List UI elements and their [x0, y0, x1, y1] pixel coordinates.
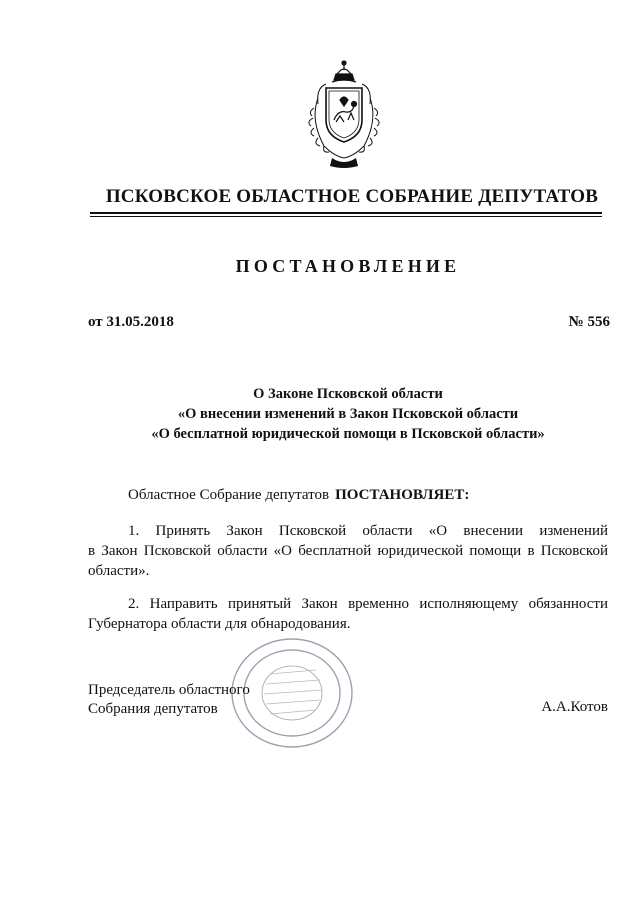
- title-line-3: «О бесплатной юридической помощи в Псковской области»: [151, 426, 545, 442]
- document-type: ПОСТАНОВЛЕНИЕ: [235, 256, 461, 276]
- header-rule-thick: [90, 212, 602, 214]
- intro-text: Областное Собрание депутатов: [128, 487, 330, 503]
- header-rule-thin: [90, 216, 602, 217]
- title-line-1: О Законе Псковской области: [253, 386, 443, 402]
- item2-line-2: Губернатора области для обнародования.: [88, 616, 351, 632]
- document-number: № 556: [568, 314, 610, 330]
- signatory-name: А.А.Котов: [541, 699, 608, 715]
- document-title: [92, 384, 604, 444]
- intro-emphasis: ПОСТАНОВЛЯЕТ:: [335, 487, 470, 503]
- resolution-item-1: [88, 521, 608, 581]
- title-line-2: «О внесении изменений в Закон Псковской области: [177, 406, 519, 422]
- signatory-title-line-2: Собрания депутатов: [88, 701, 218, 717]
- resolution-item-2: [88, 594, 608, 634]
- item1-line-1: 1. Принять Закон Псковской области «О внесении изменений: [128, 523, 608, 539]
- item1-line-3: области».: [88, 563, 150, 579]
- coat-of-arms-emblem: [296, 58, 392, 172]
- resolution-intro: [128, 487, 469, 504]
- organization-name: ПСКОВСКОЕ ОБЛАСТНОЕ СОБРАНИЕ ДЕПУТАТОВ: [105, 186, 599, 207]
- item2-line-1: 2. Направить принятый Закон временно исполняющему обязанности: [128, 596, 608, 612]
- signatory-title-line-1: Председатель областного: [88, 682, 250, 698]
- item1-line-2: в Закон Псковской области «О бесплатной юридической помощи в Псковской: [88, 543, 608, 559]
- signatory-title: [88, 681, 250, 719]
- document-date: от 31.05.2018: [88, 314, 174, 330]
